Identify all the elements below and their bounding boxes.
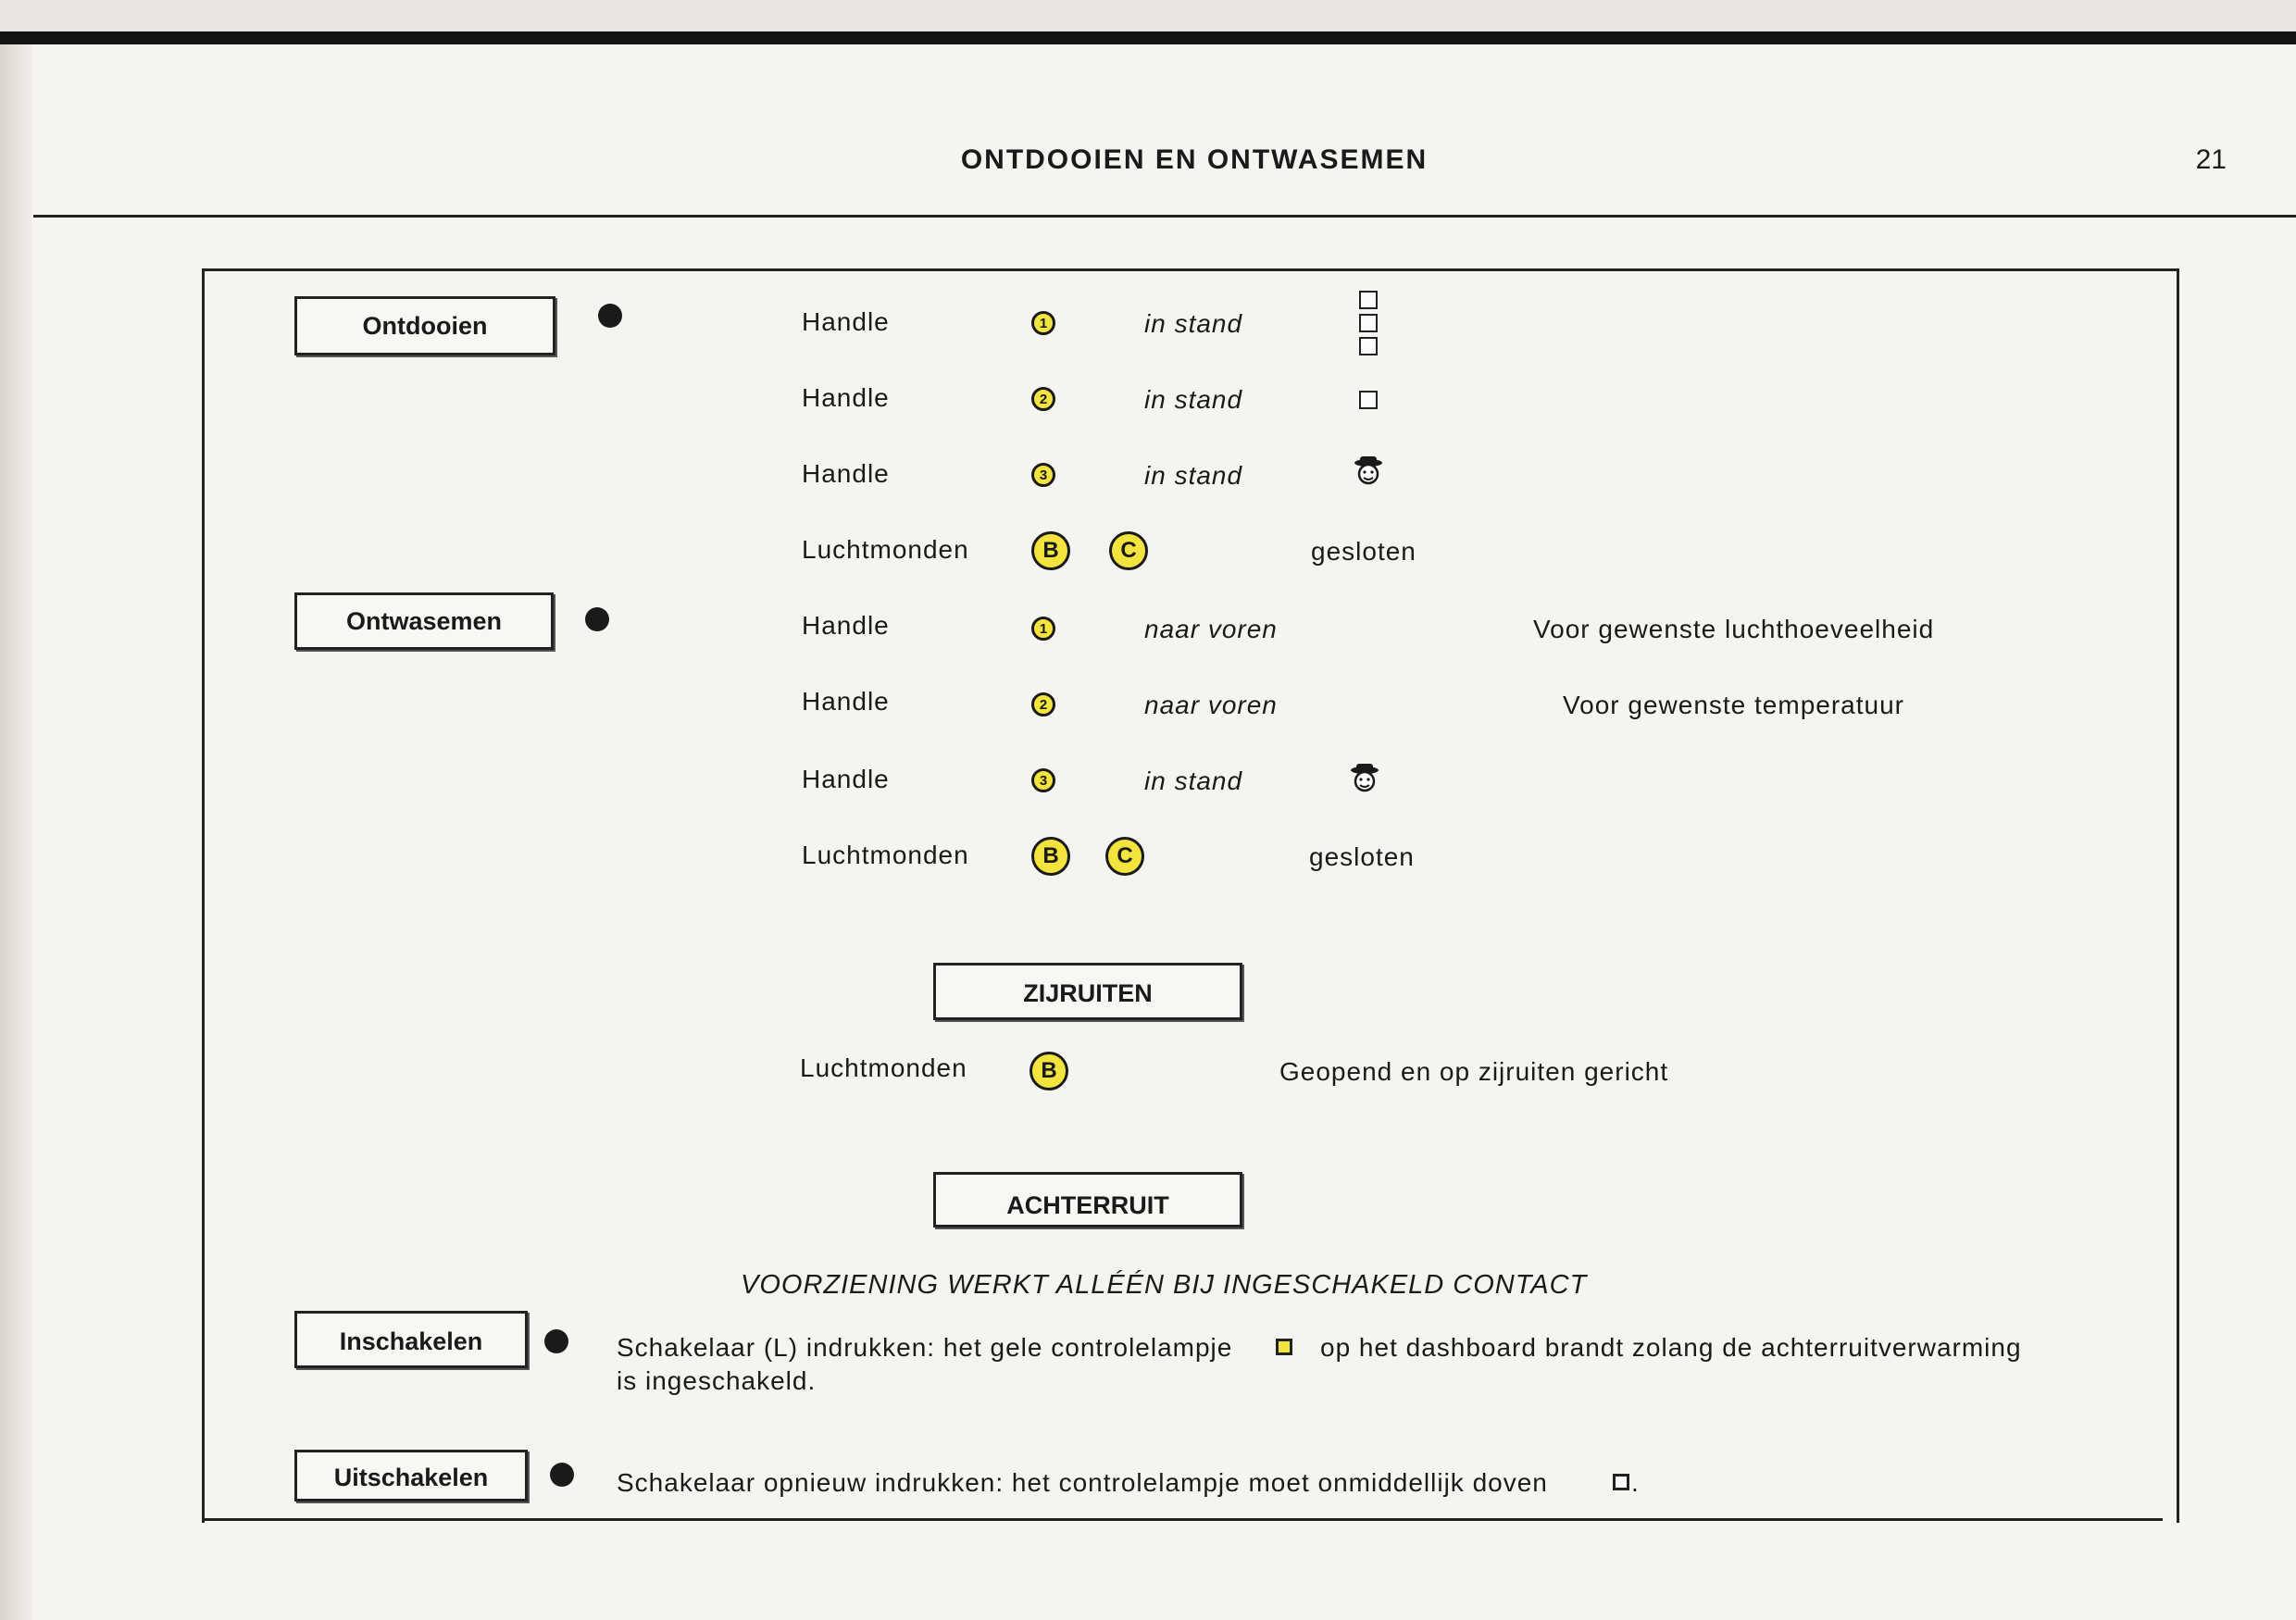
label-achterruit: ACHTERRUIT	[933, 1172, 1242, 1227]
marker-b: B	[1031, 531, 1070, 570]
marker-2: 2	[1031, 387, 1055, 411]
row-state: in stand	[1144, 309, 1243, 338]
row-state: naar voren	[1144, 615, 1278, 643]
row-item: Handle	[802, 765, 890, 793]
label-uitschakelen: Uitschakelen	[294, 1450, 528, 1502]
row-state: in stand	[1144, 766, 1243, 795]
row-item: Handle	[802, 383, 890, 412]
square-icon	[1359, 391, 1378, 409]
row-note: Voor gewenste temperatuur	[1563, 691, 1904, 719]
bullet-dot	[598, 304, 622, 328]
label-ontwasemen: Ontwasemen	[294, 592, 554, 650]
row-item: Luchtmonden	[800, 1053, 967, 1082]
content-frame-bottom	[202, 1518, 2163, 1521]
row-state: naar voren	[1144, 691, 1278, 719]
bullet-dot	[544, 1329, 568, 1353]
row-note: Voor gewenste luchthoeveelheid	[1533, 615, 1935, 643]
row-item: Handle	[802, 687, 890, 716]
row-item: Handle	[802, 307, 890, 336]
uitschakelen-end: .	[1631, 1468, 1640, 1497]
marker-b: B	[1029, 1052, 1068, 1090]
binding-shadow	[0, 44, 31, 1620]
marker-c: C	[1105, 837, 1144, 876]
label-zijruiten: ZIJRUITEN	[933, 963, 1242, 1020]
row-item: Luchtmonden	[802, 535, 969, 564]
label-inschakelen: Inschakelen	[294, 1311, 528, 1368]
face-icon	[1350, 454, 1387, 491]
row-result: Geopend en op zijruiten gericht	[1279, 1057, 1669, 1086]
inschakelen-text-a: Schakelaar (L) indrukken: het gele controlelampje	[617, 1333, 1233, 1362]
page-number: 21	[2195, 144, 2227, 175]
face-icon	[1346, 761, 1383, 798]
inschakelen-text-b: op het dashboard brandt zolang de achterruitverwarming	[1320, 1333, 2022, 1362]
page-top-band	[0, 0, 2296, 31]
marker-3: 3	[1031, 463, 1055, 487]
page-top-edge	[0, 31, 2296, 44]
row-result: gesloten	[1311, 537, 1416, 566]
header-rule	[33, 215, 2296, 218]
notice-text: VOORZIENING WERKT ALLÉÉN BIJ INGESCHAKELD CONTACT	[741, 1270, 1588, 1300]
marker-3: 3	[1031, 768, 1055, 792]
marker-2: 2	[1031, 692, 1055, 717]
inschakelen-text-c: is ingeschakeld.	[617, 1366, 817, 1395]
lamp-off-icon	[1613, 1474, 1629, 1490]
row-state: in stand	[1144, 385, 1243, 414]
marker-1: 1	[1031, 311, 1055, 335]
uitschakelen-text: Schakelaar opnieuw indrukken: het controlelampje moet onmiddellijk doven	[617, 1468, 1548, 1497]
yellow-lamp-icon	[1276, 1339, 1292, 1355]
bullet-dot	[550, 1463, 574, 1487]
bullet-dot	[585, 607, 609, 631]
marker-b: B	[1031, 837, 1070, 876]
marker-c: C	[1109, 531, 1148, 570]
page-title: ONTDOOIEN EN ONTWASEMEN	[960, 144, 1429, 175]
row-state: in stand	[1144, 461, 1243, 490]
marker-1: 1	[1031, 617, 1055, 641]
row-item: Handle	[802, 611, 890, 640]
row-item: Handle	[802, 459, 890, 488]
row-item: Luchtmonden	[802, 841, 969, 869]
row-result: gesloten	[1309, 842, 1415, 871]
label-ontdooien: Ontdooien	[294, 296, 555, 355]
